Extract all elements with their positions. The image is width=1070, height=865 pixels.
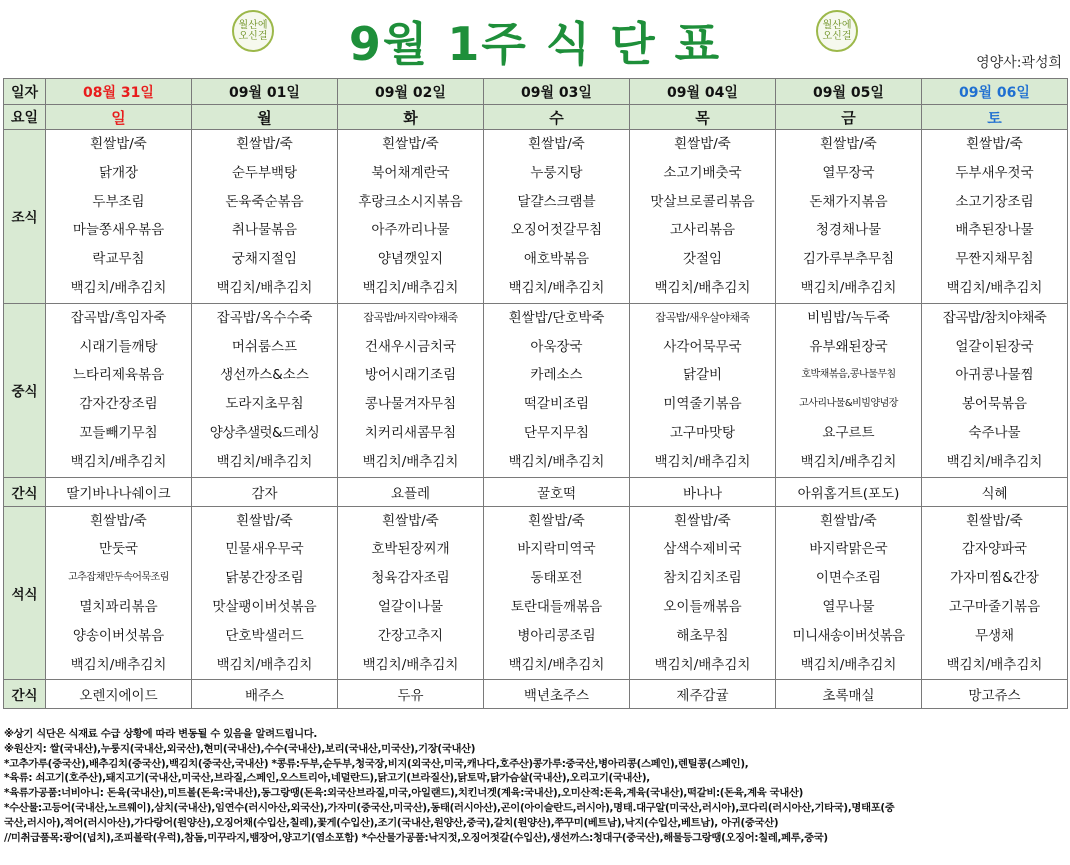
menu-item: 생선까스&소스 <box>220 367 309 384</box>
menu-item: 아욱장국 <box>530 338 583 355</box>
date-cell: 09월 01일 <box>192 79 338 105</box>
menu-item: 백김치/배추김치 <box>216 279 313 296</box>
note-line: ※상기 식단은 식재료 수급 상황에 따라 변동될 수 있음을 알려드립니다. <box>4 728 317 740</box>
breakfast-cell <box>776 130 922 304</box>
menu-item: 시래기들깨탕 <box>79 338 158 355</box>
menu-item: 순두부백탕 <box>231 164 298 181</box>
date-cell: 09월 03일 <box>484 79 630 105</box>
snack-am-cell: 감자 <box>192 477 338 506</box>
menu-item: 고사리나물&비빔양념장 <box>799 398 898 410</box>
snack-pm-cell: 배주스 <box>192 680 338 709</box>
menu-item: 백김치/배추김치 <box>70 279 167 296</box>
menu-item: 흰쌀밥/죽 <box>674 136 731 152</box>
menu-item: 맛살팽이버섯볶음 <box>212 598 317 615</box>
menu-item: 호박된장찌개 <box>371 541 450 558</box>
snack-am-cell: 아위홈거트(포도) <box>776 477 922 506</box>
menu-item: 후랑크소시지볶음 <box>358 193 463 210</box>
menu-item: 달걀스크램블 <box>517 193 596 210</box>
breakfast-cell <box>46 130 192 304</box>
date-cell: 08월 31일 <box>46 79 192 105</box>
dinner-cell <box>46 506 192 680</box>
snack-pm-cell: 초록매실 <box>776 680 922 709</box>
menu-item: 흰쌀밥/죽 <box>90 136 147 152</box>
snack-am-cell: 딸기바나나쉐이크 <box>46 477 192 506</box>
day-label: 요일 <box>4 105 46 130</box>
menu-item: 미니새송이버섯볶음 <box>792 627 905 644</box>
menu-item: 아귀콩나물찜 <box>955 367 1034 384</box>
breakfast-cell <box>922 130 1068 304</box>
menu-item: 호박채볶음,콩나물무침 <box>801 369 896 381</box>
menu-item: 감자간장조림 <box>79 396 158 413</box>
menu-item: 도라지초무침 <box>225 396 304 413</box>
menu-item: 백김치/배추김치 <box>946 453 1043 470</box>
menu-item: 흰쌀밥/죽 <box>236 136 293 152</box>
snack-pm-cell: 제주감귤 <box>630 680 776 709</box>
menu-item: 흰쌀밥/죽 <box>674 512 731 529</box>
menu-item: 흰쌀밥/죽 <box>90 512 147 529</box>
breakfast-label: 조식 <box>4 130 46 304</box>
menu-item: 백김치/배추김치 <box>362 279 459 296</box>
day-cell: 금 <box>776 105 922 130</box>
menu-item: 봉어묵볶음 <box>961 396 1028 413</box>
dinner-cell <box>192 506 338 680</box>
dinner-label: 석식 <box>4 506 46 680</box>
menu-item: 사각어묵무국 <box>663 338 742 355</box>
menu-item: 흰쌀밥/죽 <box>820 136 877 152</box>
menu-item: 돈육죽순볶음 <box>225 193 304 210</box>
menu-item: 고사리볶음 <box>669 222 736 239</box>
menu-item: 잡곡밥/새우살야채죽 <box>655 310 750 324</box>
menu-item: 얼갈이된장국 <box>955 338 1034 355</box>
lunch-cell <box>922 303 1068 477</box>
menu-item: 미역줄기볶음 <box>663 396 742 413</box>
menu-item: 단호박샐러드 <box>225 627 304 644</box>
lunch-label: 중식 <box>4 303 46 477</box>
menu-item: 백김치/배추김치 <box>654 279 751 296</box>
logo-right <box>816 10 858 52</box>
lunch-cell <box>776 303 922 477</box>
note-line: //미취급품목:광어(넙치),조피볼락(우럭),참돔,미꾸라지,뱀장어,양고기(염소포함) *수산물가공품:낙지젓,오징어젓갈(수입산),생선까스:청대구(중국산),해물등그랑땡(오징어:칠레,페루,중국) <box>4 831 828 844</box>
dinner-cell <box>484 506 630 680</box>
menu-item: 백김치/배추김치 <box>70 656 167 673</box>
menu-item: 간장고추지 <box>377 627 444 644</box>
menu-item: 소고기배춧국 <box>663 164 742 181</box>
menu-item: 흰쌀밥/죽 <box>528 512 585 529</box>
menu-item: 취나물볶음 <box>231 222 298 239</box>
day-cell: 수 <box>484 105 630 130</box>
menu-item: 청육감자조림 <box>371 570 450 587</box>
dinner-cell <box>922 506 1068 680</box>
menu-item: 흰쌀밥/죽 <box>382 512 439 529</box>
menu-item: 숙주나물 <box>968 424 1021 441</box>
menu-item: 백김치/배추김치 <box>362 656 459 673</box>
menu-item: 갓절임 <box>682 251 723 268</box>
menu-item: 콩나물겨자무침 <box>364 396 457 413</box>
day-cell: 화 <box>338 105 484 130</box>
dinner-cell <box>776 506 922 680</box>
menu-item: 오이들깨볶음 <box>663 598 742 615</box>
menu-item: 고구마줄기볶음 <box>948 598 1041 615</box>
snack-am-label: 간식 <box>4 477 46 506</box>
menu-table <box>3 78 1068 709</box>
breakfast-cell <box>338 130 484 304</box>
date-cell: 09월 02일 <box>338 79 484 105</box>
menu-item: 느타리제육볶음 <box>72 367 165 384</box>
menu-item: 흰쌀밥/죽 <box>236 512 293 529</box>
menu-item: 열무나물 <box>822 598 875 615</box>
menu-item: 아주까리나물 <box>371 222 450 239</box>
page-title: 9월 1주 식 단 표 <box>348 17 722 71</box>
menu-item: 동태포전 <box>530 570 583 587</box>
menu-item: 참치김치조림 <box>663 570 742 587</box>
lunch-cell <box>484 303 630 477</box>
lunch-cell <box>192 303 338 477</box>
menu-item: 카레소스 <box>530 367 583 384</box>
menu-item: 백김치/배추김치 <box>508 279 605 296</box>
snack-am-cell: 꿀호떡 <box>484 477 630 506</box>
snack-pm-cell: 오렌지에이드 <box>46 680 192 709</box>
day-cell: 토 <box>922 105 1068 130</box>
menu-item: 두부조림 <box>92 193 145 210</box>
menu-item: 닭봉간장조림 <box>225 570 304 587</box>
day-cell: 월 <box>192 105 338 130</box>
dinner-cell <box>338 506 484 680</box>
menu-item: 백김치/배추김치 <box>508 656 605 673</box>
menu-item: 백김치/배추김치 <box>216 656 313 673</box>
menu-item: 만둣국 <box>98 541 139 558</box>
menu-item: 백김치/배추김치 <box>70 453 167 470</box>
day-cell: 목 <box>630 105 776 130</box>
menu-item: 유부왜된장국 <box>809 338 888 355</box>
dinner-cell <box>630 506 776 680</box>
breakfast-cell <box>630 130 776 304</box>
menu-item: 백김치/배추김치 <box>800 279 897 296</box>
menu-item: 양념깻잎지 <box>377 251 444 268</box>
menu-item: 흰쌀밥/죽 <box>382 136 439 152</box>
menu-item: 치커리새콤무침 <box>364 424 457 441</box>
menu-item: 락교무침 <box>92 251 145 268</box>
menu-item: 토란대들깨볶음 <box>510 598 603 615</box>
menu-item: 마늘쫑새우볶음 <box>72 222 165 239</box>
date-cell: 09월 06일 <box>922 79 1068 105</box>
menu-item: 잡곡밥/바지락야채죽 <box>363 310 458 324</box>
menu-item: 바지락맑은국 <box>809 541 888 558</box>
note-line: *고추가루(중국산),배추김치(중국산),백김치(중국산,국내산) *콩류:두부,순두부,청국장,비지(외국산,미국,캐나다,호주산)콩가루:중국산,병아리콩(스페인),렌틸콩(스페인), <box>4 757 749 770</box>
menu-item: 두부새우젓국 <box>955 164 1034 181</box>
menu-item: 비빔밥/녹두죽 <box>807 309 890 326</box>
date-cell: 09월 05일 <box>776 79 922 105</box>
menu-item: 청경채나물 <box>815 222 882 239</box>
note-line: 국산,러시아),적어(러시아산),가다랑어(원양산),오징어채(수입산,칠레),꽃게(수입산),조기(국내산,원양산,중국),갈치(원양산),쭈꾸미(베트남),낙지(수입산,베트남), 아귀(중국산) <box>4 816 779 829</box>
menu-item: 백김치/배추김치 <box>800 453 897 470</box>
menu-item: 단무지무침 <box>523 424 590 441</box>
breakfast-cell <box>192 130 338 304</box>
menu-item: 궁채지절임 <box>231 251 298 268</box>
menu-item: 닭개장 <box>98 164 139 181</box>
menu-item: 흰쌀밥/단호박죽 <box>508 309 605 326</box>
menu-item: 가자미찜&간장 <box>950 570 1039 587</box>
menu-item: 백김치/배추김치 <box>800 656 897 673</box>
lunch-cell <box>338 303 484 477</box>
menu-item: 백김치/배추김치 <box>946 279 1043 296</box>
menu-item: 잡곡밥/참치야채죽 <box>942 309 1047 326</box>
snack-am-cell: 바나나 <box>630 477 776 506</box>
menu-item: 돈채가지볶음 <box>809 193 888 210</box>
menu-item: 무생채 <box>974 627 1015 644</box>
menu-item: 잡곡밥/옥수수죽 <box>216 309 313 326</box>
menu-item: 흰쌀밥/죽 <box>820 512 877 529</box>
notes <box>4 727 1066 845</box>
breakfast-cell <box>484 130 630 304</box>
menu-item: 북어채계란국 <box>371 164 450 181</box>
menu-item: 백김치/배추김치 <box>654 656 751 673</box>
menu-item: 누룽지탕 <box>530 164 583 181</box>
menu-item: 요구르트 <box>822 424 875 441</box>
menu-item: 백김치/배추김치 <box>508 453 605 470</box>
menu-item: 떡갈비조림 <box>523 396 590 413</box>
menu-item: 김가루부추무침 <box>802 251 895 268</box>
day-cell: 일 <box>46 105 192 130</box>
menu-item: 무짠지채무침 <box>955 251 1034 268</box>
menu-item: 열무장국 <box>822 164 875 181</box>
menu-item: 고구마맛탕 <box>669 424 736 441</box>
menu-item: 꼬들빼기무침 <box>79 424 158 441</box>
snack-am-cell: 식혜 <box>922 477 1068 506</box>
logo-text: 월산에 오신걸 <box>822 20 852 42</box>
menu-item: 맛살브로콜리볶음 <box>650 193 755 210</box>
note-line: *육류가공품:너비아니: 돈육(국내산),미트볼(돈육:국내산),동그랑땡(돈육:외국산브라질,미국,아일랜드),치킨너겟(계육:국내산),오미산적:돈육,계육(국내산),떡갈비:(돈육,계육 국내산) <box>4 787 804 800</box>
menu-item: 애호박볶음 <box>523 251 590 268</box>
menu-item: 건새우시금치국 <box>364 338 457 355</box>
menu-item: 백김치/배추김치 <box>362 453 459 470</box>
menu-item: 감자양파국 <box>961 541 1028 558</box>
menu-item: 민물새우무국 <box>225 541 304 558</box>
menu-item: 흰쌀밥/죽 <box>966 512 1023 529</box>
snack-am-cell: 요플레 <box>338 477 484 506</box>
menu-item: 흰쌀밥/죽 <box>966 136 1023 152</box>
lunch-cell <box>630 303 776 477</box>
snack-pm-cell: 망고쥬스 <box>922 680 1068 709</box>
menu-item: 멸치꽈리볶음 <box>79 598 158 615</box>
menu-item: 바지락미역국 <box>517 541 596 558</box>
menu-item: 방어시래기조림 <box>364 367 457 384</box>
menu-item: 병아리콩조림 <box>517 627 596 644</box>
menu-item: 흰쌀밥/죽 <box>528 136 585 152</box>
note-line: ※원산지: 쌀(국내산),누룽지(국내산,외국산),현미(국내산),수수(국내산),보리(국내산,미국산),기장(국내산) <box>4 742 476 755</box>
menu-item: 양송이버섯볶음 <box>72 627 165 644</box>
snack-pm-cell: 두유 <box>338 680 484 709</box>
menu-item: 고추잡채만두속어묵조림 <box>68 572 169 584</box>
menu-item: 백김치/배추김치 <box>216 453 313 470</box>
menu-item: 얼갈이나물 <box>377 598 444 615</box>
menu-item: 머쉬룸스프 <box>231 338 298 355</box>
menu-item: 양상추샐럿&드레싱 <box>209 424 320 441</box>
menu-item: 잡곡밥/흑임자죽 <box>70 309 167 326</box>
menu-item: 해초무침 <box>676 627 729 644</box>
menu-item: 백김치/배추김치 <box>946 656 1043 673</box>
note-line: *수산물:고등어(국내산,노르웨이),삼치(국내산),임연수(러시아산,외국산),가자미(중국산,미국산),동태(러시아산),곤이(아이슬란드,러시아),명태.대구알(미국산,러시아),코다리(러시아산,기타국),명태포(중 <box>4 801 895 814</box>
menu-item: 삼색수제비국 <box>663 541 742 558</box>
snack-pm-label: 간식 <box>4 680 46 709</box>
header <box>0 0 1070 76</box>
menu-item: 닭갈비 <box>682 367 723 384</box>
lunch-cell <box>46 303 192 477</box>
logo-text: 월산에 오신걸 <box>238 20 268 42</box>
dietitian-name: 영양사:곽성희 <box>976 55 1062 71</box>
date-cell: 09월 04일 <box>630 79 776 105</box>
date-label: 일자 <box>4 79 46 105</box>
note-line: *육류: 쇠고기(호주산),돼지고기(국내산,미국산,브라질,스페인,오스트리아,네덜란드),닭고기(브라질산),닭토막,닭가슴살(국내산),오리고기(국내산), <box>4 772 650 785</box>
snack-pm-cell: 백년초주스 <box>484 680 630 709</box>
menu-item: 소고기장조림 <box>955 193 1034 210</box>
menu-item: 이면수조림 <box>815 570 882 587</box>
menu-item: 배추된장나물 <box>955 222 1034 239</box>
menu-item: 백김치/배추김치 <box>654 453 751 470</box>
menu-item: 오징어젓갈무침 <box>510 222 603 239</box>
